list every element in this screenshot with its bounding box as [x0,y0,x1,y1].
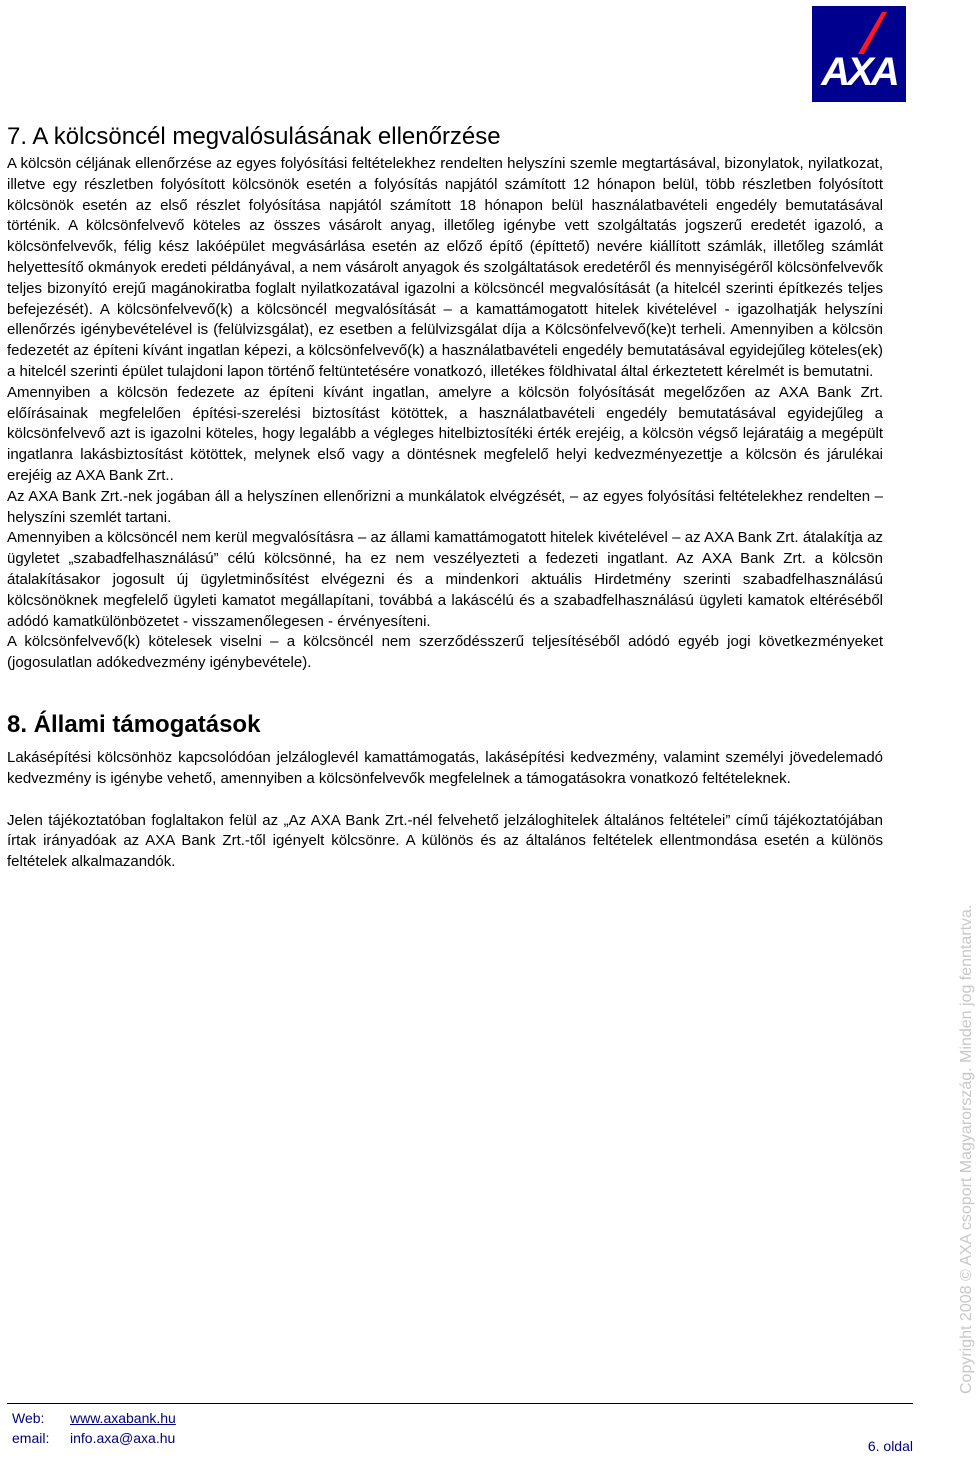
footer-web-label: Web: [12,1410,45,1426]
footer-email-value: info.axa@axa.hu [70,1430,176,1446]
footer-email-row [12,1428,176,1448]
footer [12,1408,176,1448]
section-8-paragraph-1: Lakásépítési kölcsönhöz kapcsolódóan jelzáloglevél kamattámogatás, lakásépítési kedvezmény, valamint személyi jövedelemadó kedvezmény is igénybe vehető, amennyiben a kölcsönfelvevők megfelelnek a támogatásokra vonatkozó feltételeknek. [7,748,883,787]
footer-divider [7,1403,913,1404]
section-7-paragraph-5: A kölcsönfelvevő(k) kötelesek viselni – a kölcsöncél nem szerződésszerű teljesítéséből adódó egyéb jogi következményeket (jogosulatlan adókedvezmény igénybevétele). [7,633,883,672]
section-7-paragraph-3: Az AXA Bank Zrt.-nek jogában áll a helyszínen ellenőrizni a munkálatok elvégzését, – az egyes folyósítási feltételekhez rendelten – helyszíni szemlét tartani. [7,487,883,526]
axa-logo [812,6,906,102]
section-8-title: 8. Állami támogatások [7,710,261,738]
footer-web-row [12,1408,176,1428]
copyright-watermark: Copyright 2008 © AXA csoport Magyarország. Minden jog fenntartva. [958,904,975,1394]
axa-logo-text: AXA [821,50,897,94]
section-7-paragraph-2: Amennyiben a kölcsön fedezete az építeni kívánt ingatlan, amelyre a kölcsön folyósítását megelőzően az AXA Bank Zrt. előírásainak megfelelően építési-szerelési biztosítást kötöttek, a használatbavételi engedély bemutatásával egyidejűleg a kölcsönfelvevő azt is igazolni köteles, hogy legalább a végleges hitelbiztosítéki érték erejéig, a kölcsön végső lejáratáig a megépült ingatlanra lakásbiztosítást kötöttek, melynek első vagy a döntésnek megfelelő helyi kedvezményezettje a kölcsön és járulékai erejéig az AXA Bank Zrt.. [7,383,883,484]
footer-email-label: email: [12,1430,50,1446]
page-number: 6. oldal [867,1438,913,1454]
section-7-title: 7. A kölcsöncél megvalósulásának ellenőrzése [7,123,501,150]
section-8-paragraph-2: Jelen tájékoztatóban foglaltakon felül az „Az AXA Bank Zrt.-nél felvehető jelzáloghitelek általános feltételei” című tájékoztatójában írtak irányadóak az AXA Bank Zrt.-től igényelt kölcsönre. A különös és az általános feltételek ellentmondása esetén a különös feltételek alkalmazandók. [7,811,883,871]
document-body [7,120,883,873]
section-7-paragraph-1: A kölcsön céljának ellenőrzése az egyes folyósítási feltételekhez rendelten helyszíni szemle megtartásával, bizonylatok, nyilatkozat, illetve egy részletben folyósított kölcsönök esetén a folyósítás napjától számított 12 hónapon belül, több részletben folyósított kölcsönök esetén az első részlet folyósítása napjától számított 18 hónapon belül használatbavételi engedély bemutatásával történik. A kölcsönfelvevő köteles az összes vásárolt anyag, illetőleg igénybe vett szolgáltatás jogszerű eredetét igazoló, a kölcsönfelvevők, félig kész lakóépület megvásárlása esetén az előző építő (építtető) nevére kiállított számlák, illetőleg számlát helyettesítő okmányok eredeti példányával, a nem vásárolt anyagok és szolgáltatások eredetéről és mennyiségéről kölcsönfelvevők teljes bizonyító erejű magánokiratba foglalt nyilatkozatával igazolni a kölcsöncél megvalósítását (a hitelcél szerinti építkezés teljes befejezését). A kölcsönfelvevő(k) a kölcsöncél megvalósítását – a kamattámogatott hitelek kivételével - igazolhatják helyszíni ellenőrzés igénybevételével is (felülvizsgálat), ez esetben a felülvizsgálat díja a Kölcsönfelvevő(ke)t terheli. Amennyiben a kölcsön fedezetét az építeni kívánt ingatlan képezi, a kölcsönfelvevő(k) a használatbavételi engedély bemutatásával egyidejűleg köteles(ek) a hitelcél szerinti épület tulajdoni lapon történő feltüntetésére vonatkozó, illetékes földhivatal által érkeztetett kérelmét is bemutatni. [7,155,883,380]
section-7-paragraph-4: Amennyiben a kölcsöncél nem kerül megvalósításra – az állami kamattámogatott hitelek kivételével – az AXA Bank Zrt. átalakítja az ügyletet „szabadfelhasználású” célú kölcsönné, ha ez nem veszélyezteti a fedezeti ingatlant. Az AXA Bank Zrt. a kölcsön átalakításakor jogosult új ügyletminősítést elvégezni és a mindenkori aktuális Hirdetmény szerinti szabadfelhasználású kölcsönöknek megfelelő ügyleti kamatot megállapítani, továbbá a lakáscélú és a szabadfelhasználású ügyleti kamatok eltéréséből adódó kamatkülönbözetet - visszamenőlegesen - érvényesíteni. [7,529,883,630]
footer-web-link[interactable]: www.axabank.hu [70,1410,176,1426]
